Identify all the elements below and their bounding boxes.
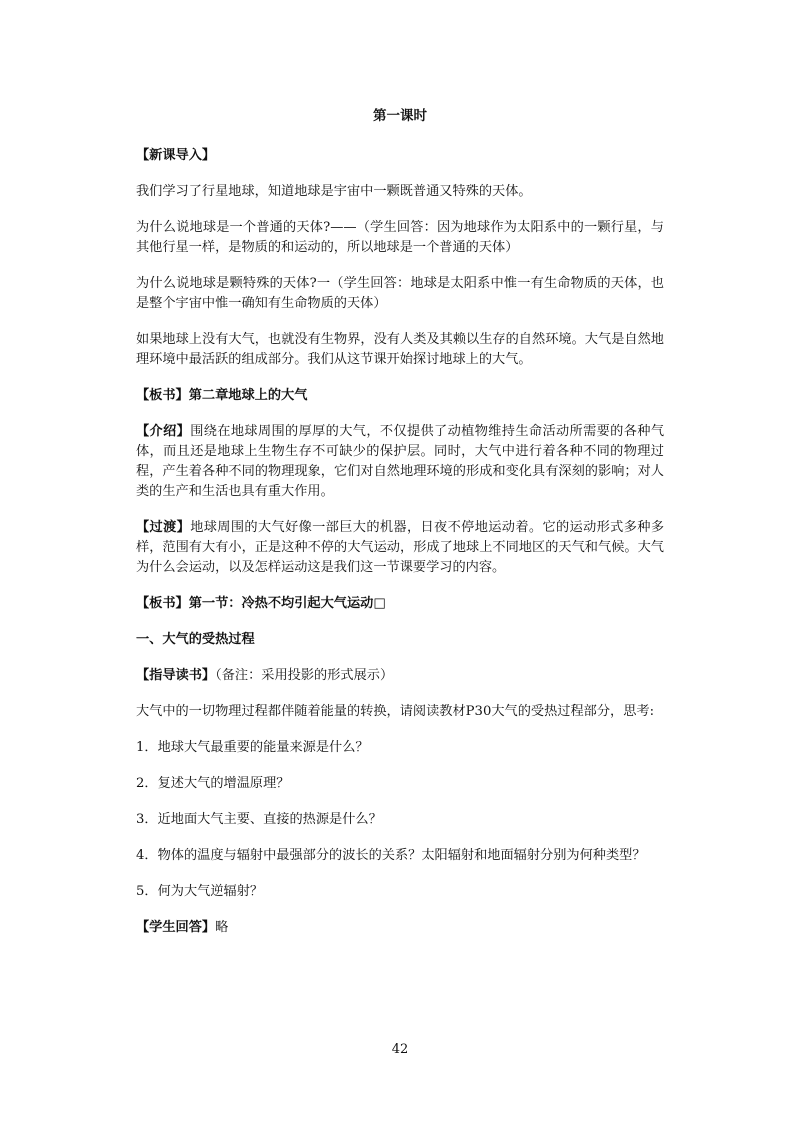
introduce-label: 【介绍】 (136, 424, 191, 439)
answer-text: 略 (215, 920, 229, 935)
answer-label: 【学生回答】 (136, 920, 216, 935)
document-page (136, 106, 664, 954)
transition-label: 【过渡】 (136, 520, 191, 535)
board-heading-section: 【板书】第一节：冷热不均引起大气运动□ (136, 596, 386, 611)
intro-paragraph-1: 我们学习了行星地球，知道地球是宇宙中一颗既普通又特殊的天体。 (136, 184, 532, 199)
page-number: 42 (391, 1042, 409, 1057)
lesson-title: 第一课时 (373, 108, 427, 124)
intro-paragraph-4: 如果地球上没有大气，也就没有生物界，没有人类及其赖以生存的自然环境。大气是自然地理环境中最活跃的组成部分。我们从这节课开始探讨地球上的大气。 (136, 332, 664, 367)
transition-text: 地球周围的大气好像一部巨大的机器，日夜不停地运动着。它的运动形式多种多样，范围有大有小，正是这种不停的大气运动，形成了地球上不同地区的天气和气候。大气为什么会运动，以及怎样运动这是我们这一节课要学习的内容。 (136, 520, 665, 575)
question-1: 1．地球大气最重要的能量来源是什么？ (136, 740, 369, 755)
new-lesson-intro-heading: 【新课导入】 (136, 148, 216, 163)
question-3: 3．近地面大气主要、直接的热源是什么？ (136, 812, 382, 827)
guide-note: （备注：采用投影的形式展示） (215, 668, 394, 683)
intro-paragraph-2: 为什么说地球是一个普通的天体?——（学生回答：因为地球作为太阳系中的一颗行星，与其他行星一样，是物质的和运动的，所以地球是一个普通的天体） (136, 220, 664, 255)
question-4: 4．物体的温度与辐射中最强部分的波长的关系？太阳辐射和地面辐射分别为何种类型？ (136, 848, 646, 863)
reading-intro-paragraph: 大气中的一切物理过程都伴随着能量的转换，请阅读教材P30大气的受热过程部分，思考: (136, 704, 655, 719)
question-5: 5．何为大气逆辐射？ (136, 884, 264, 899)
student-answer-paragraph (136, 918, 664, 938)
question-2: 2．复述大气的增温原理？ (136, 776, 290, 791)
introduce-text: 围绕在地球周围的厚厚的大气，不仅提供了动植物维持生命活动所需要的各种气体，而且还是地球上生物生存不可缺少的保护层。同时，大气中进行着各种不同的物理过程，产生着各种不同的物理现象，它们对自然地理环境的形成和变化具有深刻的影响；对人类的生产和生活也具有重大作用。 (136, 424, 665, 499)
introduce-paragraph (136, 422, 664, 502)
guide-label: 【指导读书】 (136, 668, 216, 683)
section-heading-heating-process: 一、大气的受热过程 (136, 632, 255, 647)
transition-paragraph (136, 518, 664, 578)
guide-reading-paragraph (136, 666, 664, 686)
board-heading-chapter: 【板书】第二章地球上的大气 (136, 388, 308, 403)
intro-paragraph-3: 为什么说地球是颗特殊的天体?一（学生回答：地球是太阳系中惟一有生命物质的天体，也是整个宇宙中惟一确知有生命物质的天体） (136, 276, 664, 311)
